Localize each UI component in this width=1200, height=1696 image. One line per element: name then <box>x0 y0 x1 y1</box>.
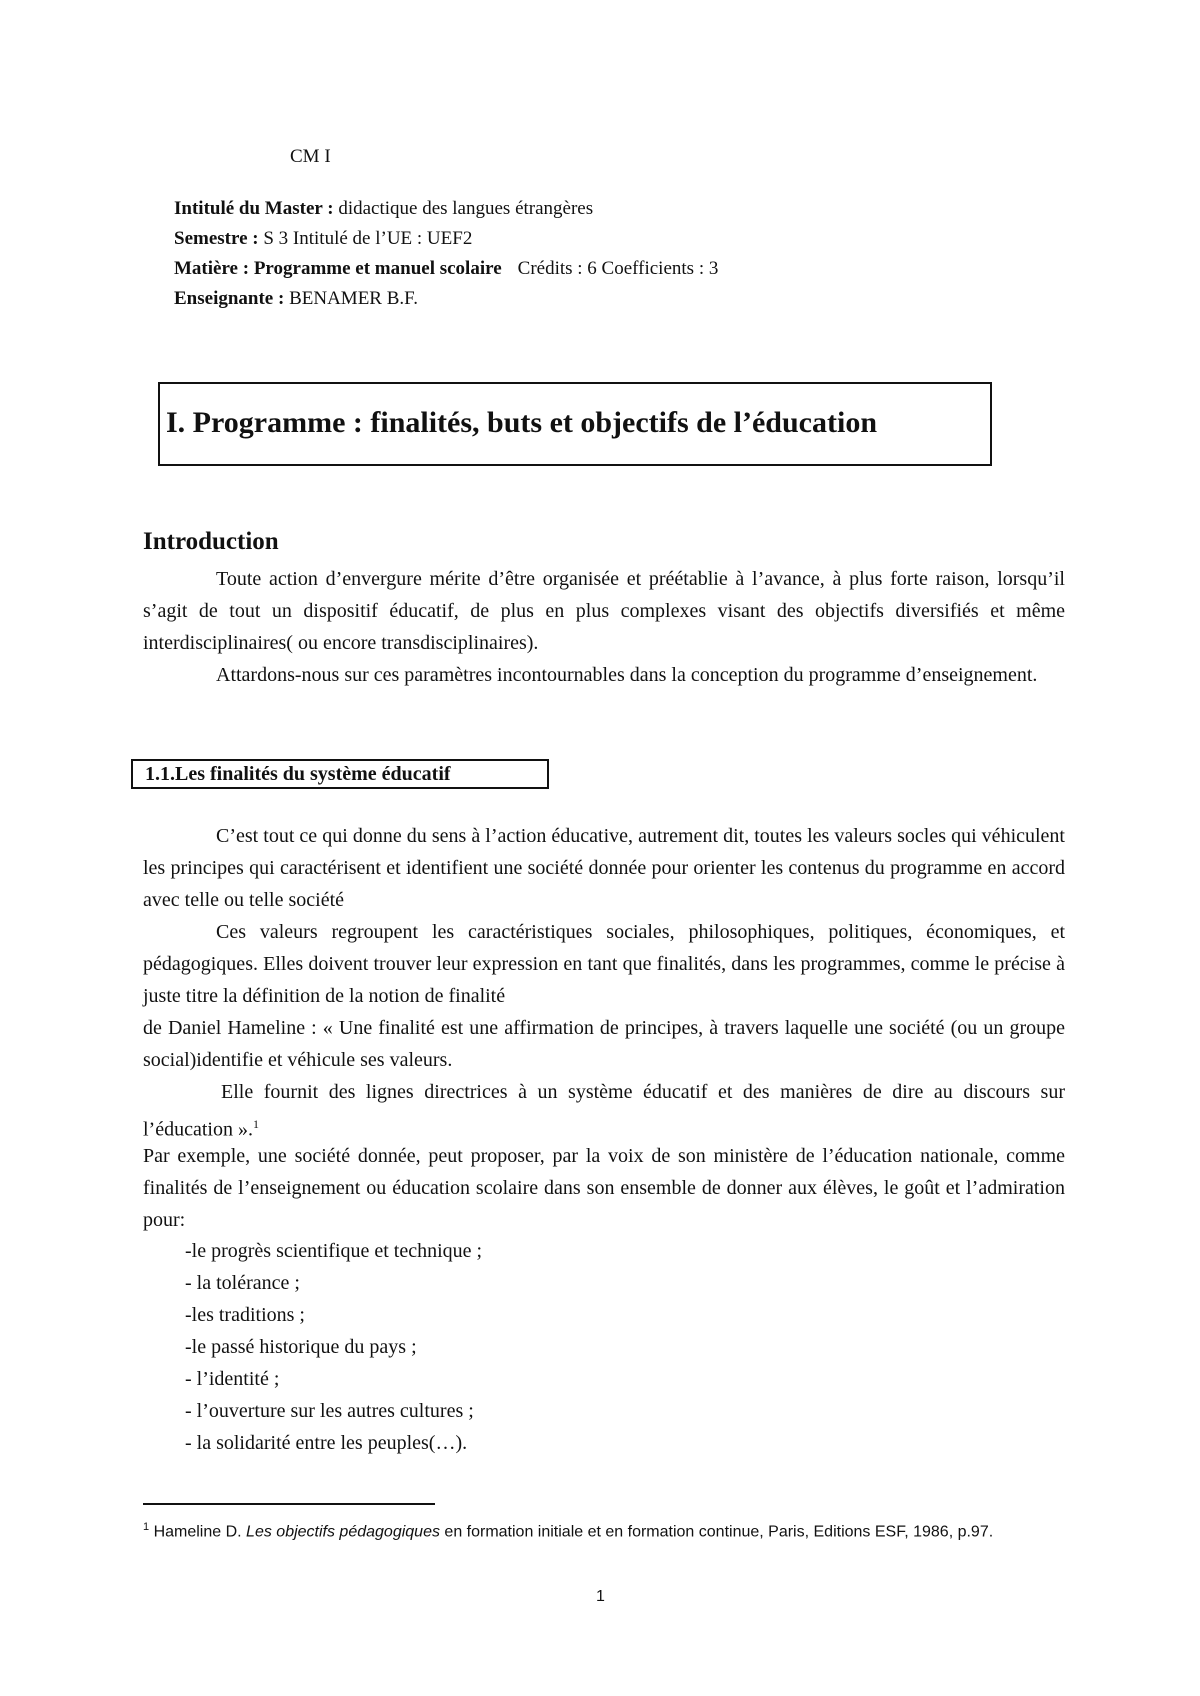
subject-label: Matière : Programme et manuel scolaire <box>174 258 502 279</box>
section-paragraph-2-continued-text: de Daniel Hameline : « Une finalité est une affirmation de principes, à travers laquelle une société (ou un groupe social)identifie et véhicule ses valeurs. <box>143 1017 1065 1071</box>
master-value: didactique des langues étrangères <box>333 198 594 219</box>
section-paragraph-1 <box>143 820 1065 916</box>
master-row <box>174 194 718 224</box>
section-paragraph-2-text: Ces valeurs regroupent les caractéristiques sociales, philosophiques, politiques, économiques, et pédagogiques. Elles doivent trouver leur expression en tant que finalités, dans les programmes, comme le précise à juste titre la définition de la notion de finalité <box>143 921 1065 1007</box>
footnote-author: Hameline D. <box>149 1523 247 1541</box>
teacher-value: BENAMER B.F. <box>284 288 418 309</box>
list-item: - l’ouverture sur les autres cultures ; <box>185 1400 474 1422</box>
list-item: - la tolérance ; <box>185 1272 300 1294</box>
semester-row <box>174 224 718 254</box>
subject-value: Crédits : 6 Coefficients : 3 <box>517 258 719 279</box>
section-paragraph-3-text: Elle fournit des lignes directrices à un système éducatif et des manières de dire au discours sur l’éducation ». <box>143 1081 1065 1141</box>
section-paragraph-2-continued <box>143 1012 1065 1076</box>
footnote-book-title: Les objectifs pédagogiques <box>246 1523 440 1541</box>
page-title: I. Programme : finalités, buts et objectifs de l’éducation <box>166 406 878 439</box>
list-item: -le progrès scientifique et technique ; <box>185 1240 483 1262</box>
semester-label: Semestre : <box>174 228 259 249</box>
title-frame <box>158 382 992 466</box>
list-item: - l’identité ; <box>185 1368 280 1390</box>
section-paragraph-4 <box>143 1140 1065 1236</box>
introduction-paragraph-2-text: Attardons-nous sur ces paramètres incontournables dans la conception du programme d’enseignement. <box>216 664 1038 686</box>
section-heading-frame <box>131 759 549 789</box>
teacher-label: Enseignante : <box>174 288 285 309</box>
list-item: -le passé historique du pays ; <box>185 1336 417 1358</box>
section-paragraph-3 <box>143 1076 1065 1146</box>
semester-value: S 3 Intitulé de l’UE : UEF2 <box>258 228 473 249</box>
introduction-paragraph-2 <box>143 659 1065 691</box>
introduction-paragraph-1-text: Toute action d’envergure mérite d’être organisée et préétablie à l’avance, à plus forte raison, lorsqu’il s’agit de tout un dispositif éducatif, de plus en plus complexes visant des objectifs diversifiés et même interdisciplinaires( ou encore transdisciplinaires). <box>143 568 1065 654</box>
introduction-paragraph-1 <box>143 563 1065 659</box>
footnote-separator <box>143 1503 435 1505</box>
section-heading: 1.1.Les finalités du système éducatif <box>145 763 451 785</box>
master-label: Intitulé du Master : <box>174 198 334 219</box>
finalities-list <box>185 1235 482 1459</box>
section-paragraph-1-text: C’est tout ce qui donne du sens à l’action éducative, autrement dit, toutes les valeurs socles qui véhiculent les principes qui caractérisent et identifient une société donnée pour orienter les contenus du programme en accord avec telle ou telle société <box>143 825 1065 911</box>
footnote-details: en formation initiale et en formation continue, Paris, Editions ESF, 1986, p.97. <box>439 1523 994 1541</box>
teacher-row <box>174 284 718 314</box>
introduction-heading: Introduction <box>143 528 279 555</box>
footnote-reference: 1 <box>252 1117 259 1131</box>
page-number: 1 <box>596 1588 605 1605</box>
section-paragraph-4-text: Par exemple, une société donnée, peut proposer, par la voix de son ministère de l’éducation nationale, comme finalités de l’enseignement ou éducation scolaire dans son ensemble de donner aux élèves, le goût et l’admiration pour: <box>143 1145 1065 1231</box>
footnote-number: 1 <box>143 1521 150 1533</box>
course-label: CM I <box>290 146 331 167</box>
subject-row <box>174 254 718 284</box>
course-info <box>174 194 718 314</box>
list-item: - la solidarité entre les peuples(…). <box>185 1432 468 1454</box>
footnote <box>143 1514 1063 1545</box>
list-item: -les traditions ; <box>185 1304 305 1326</box>
section-paragraph-2 <box>143 916 1065 1012</box>
